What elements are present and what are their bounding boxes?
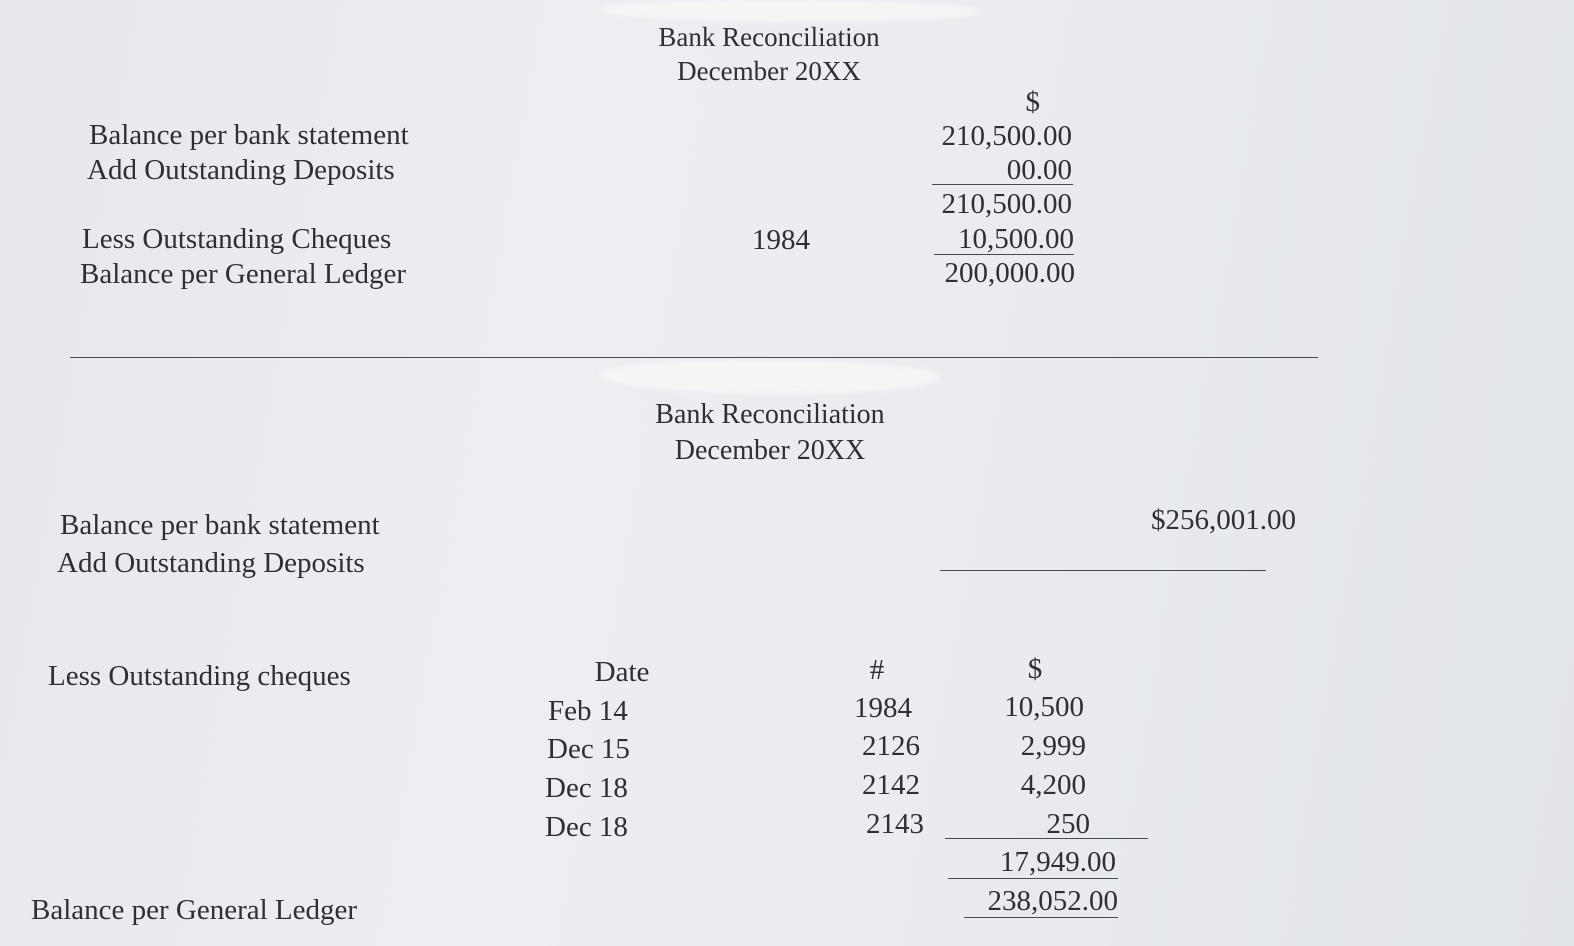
top-currency-header: $ — [1025, 86, 1040, 118]
cheque-amount: 4,200 — [1020, 769, 1086, 801]
cheques-amount-underline — [945, 838, 1148, 839]
bottom-title: Bank Reconciliation — [655, 399, 885, 430]
cheque-amount: 10,500 — [1004, 691, 1084, 723]
section-divider — [70, 357, 1318, 358]
top-balance-bank-label: Balance per bank statement — [89, 119, 409, 151]
cheque-date: Feb 14 — [548, 695, 628, 727]
cheque-number: 2142 — [862, 769, 920, 801]
top-balance-bank-value: 210,500.00 — [941, 120, 1072, 152]
top-cheques-underline — [934, 254, 1074, 255]
cheques-total-underline — [948, 878, 1118, 879]
top-less-cheques-label: Less Outstanding Cheques — [82, 223, 392, 255]
cheque-amount: 250 — [1046, 808, 1090, 840]
cheque-amount: 2,999 — [1020, 730, 1086, 762]
cheques-header-date: Date — [594, 656, 650, 688]
top-add-deposits-value: 00.00 — [1006, 154, 1072, 186]
cheques-header-number: # — [869, 654, 885, 686]
cheque-date: Dec 18 — [545, 772, 628, 804]
paper-smudge — [600, 360, 940, 394]
cheque-date: Dec 18 — [545, 811, 628, 843]
bottom-balance-gl-value: 238,052.00 — [987, 885, 1118, 917]
cheques-total: 17,949.00 — [1000, 846, 1116, 878]
top-balance-gl-label: Balance per General Ledger — [80, 258, 407, 290]
top-subtitle: December 20XX — [677, 56, 861, 86]
bottom-less-cheques-label: Less Outstanding cheques — [48, 660, 351, 692]
bottom-balance-bank-value: $256,001.00 — [1151, 504, 1296, 536]
bottom-deposits-blank-line — [940, 570, 1266, 571]
cheque-number: 1984 — [854, 692, 912, 724]
cheque-number: 2126 — [862, 730, 920, 762]
paper-smudge — [600, 0, 980, 22]
top-title: Bank Reconciliation — [658, 22, 880, 52]
cheques-header-amount: $ — [1027, 653, 1043, 685]
cheque-date: Dec 15 — [547, 733, 630, 765]
top-add-deposits-label: Add Outstanding Deposits — [87, 154, 395, 186]
top-balance-gl-value: 200,000.00 — [944, 257, 1075, 289]
bottom-balance-gl-label: Balance per General Ledger — [31, 894, 358, 926]
top-deposits-underline — [932, 184, 1073, 185]
top-less-cheques-value: 10,500.00 — [958, 223, 1074, 255]
cheque-number: 2143 — [866, 808, 924, 840]
bottom-balance-bank-label: Balance per bank statement — [60, 509, 380, 541]
bottom-subtitle: December 20XX — [674, 435, 866, 466]
top-less-cheques-ref: 1984 — [752, 224, 810, 256]
bottom-add-deposits-label: Add Outstanding Deposits — [57, 547, 365, 579]
bottom-balance-gl-underline — [964, 917, 1118, 918]
top-subtotal-value: 210,500.00 — [941, 188, 1072, 220]
